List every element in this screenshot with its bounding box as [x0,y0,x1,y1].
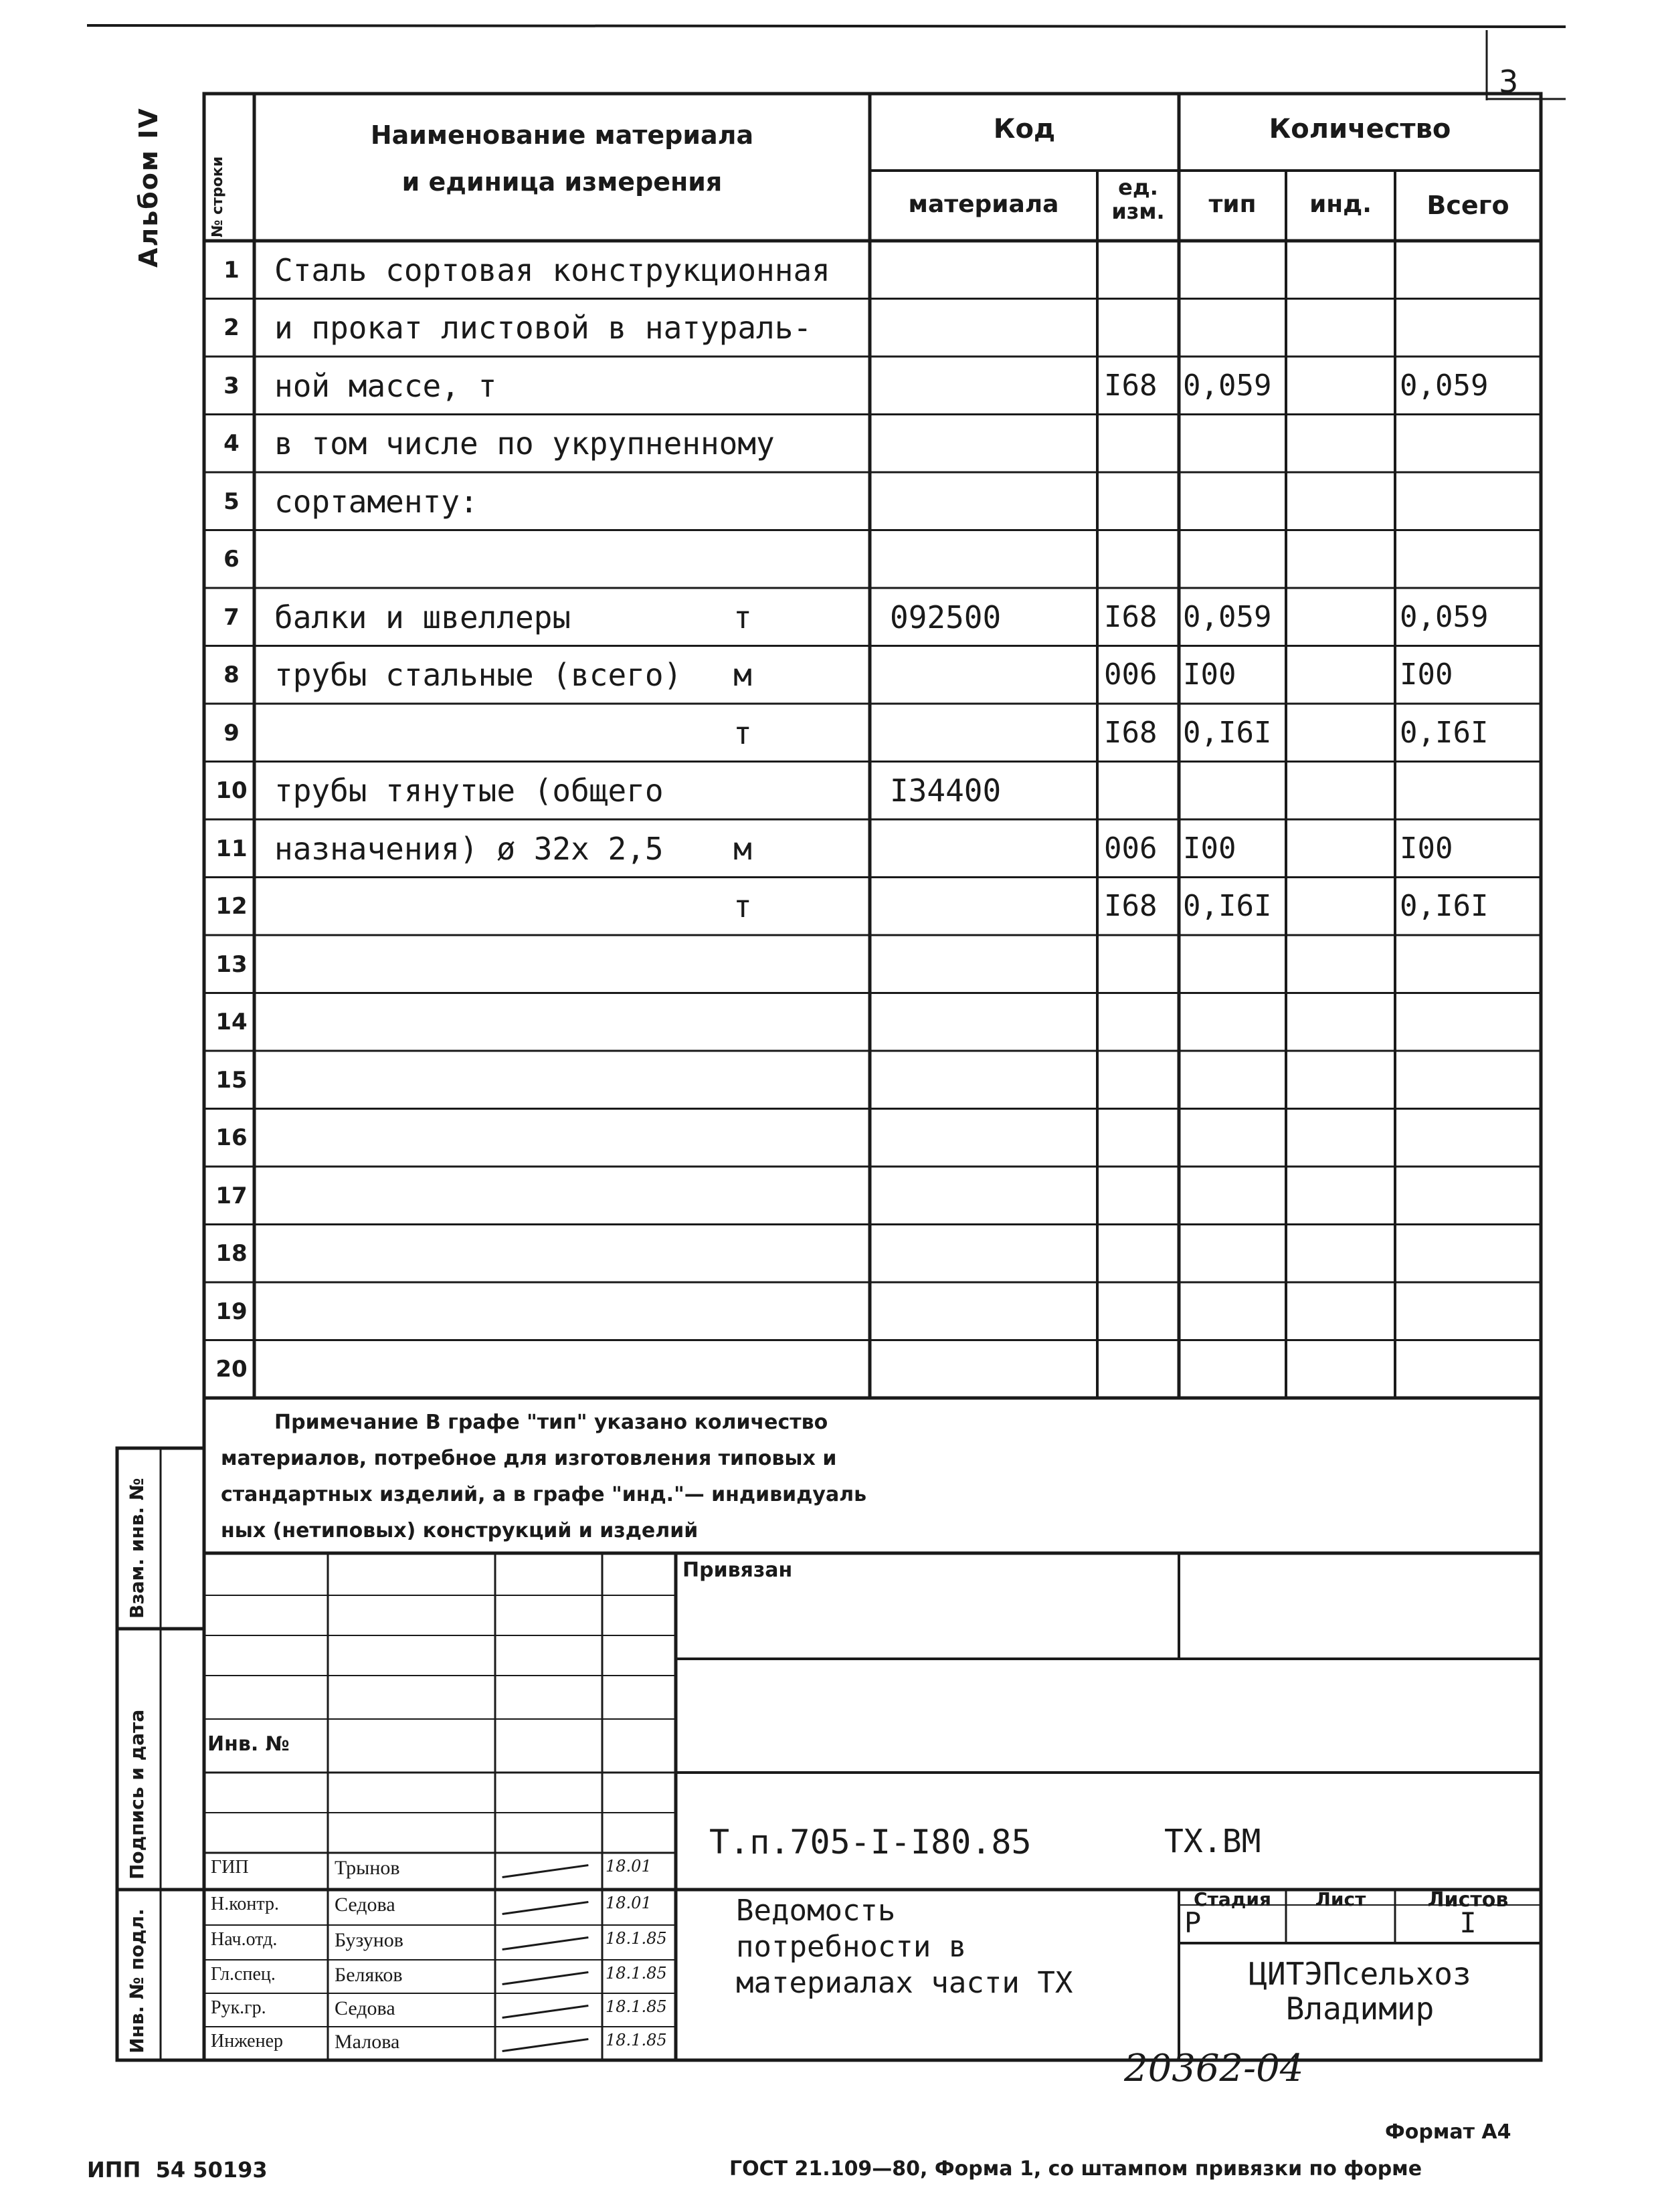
quantity-total: 0,059 [1400,368,1489,403]
side-label-inv-podl: Инв. № подл. [126,1908,148,2053]
unit-mark: м [733,657,752,694]
unit-code: 006 [1104,831,1158,866]
unit-code: 006 [1104,658,1158,692]
row-number: 7 [223,603,240,631]
stamp-stage-label: Стадия [1194,1888,1271,1910]
stamp-inv-no: Инв. № [207,1732,290,1756]
header-ind: инд. [1309,191,1372,218]
quantity-total: 0,059 [1400,599,1489,634]
quantity-typ: 0,059 [1183,599,1272,634]
header-quantity: Количество [1269,114,1451,144]
header-total: Всего [1426,191,1509,220]
person-role: Н.контр. [211,1894,279,1914]
material-name: в том числе по укрупненному [274,425,775,462]
material-name: балки и швеллеры [274,599,571,635]
note-line: Примечание В графе "тип" указано количество [274,1411,828,1434]
footer-left: ИПП 54 50193 [87,2157,268,2183]
row-number: 9 [223,719,240,746]
unit-code: I68 [1104,599,1158,634]
person-role: Инженер [211,2031,284,2051]
handwritten-number: 20362-04 [1124,2047,1304,2090]
note-line: стандартных изделий, а в графе "инд."— индивидуаль [221,1483,867,1506]
person-name: Седова [335,1894,395,1916]
quantity-total: I00 [1400,831,1453,866]
side-label-vzam: Взам. инв. № [126,1478,148,1619]
doc-title-line: материалах части ТХ [736,1966,1073,2000]
person-name: Бузунов [335,1929,403,1951]
row-number: 14 [215,1009,248,1036]
quantity-typ: 0,I6I [1183,889,1272,924]
page-number: 3 [1499,64,1519,100]
row-number: 13 [215,950,248,978]
unit-code: I68 [1104,715,1158,750]
quantity-typ: I00 [1183,658,1236,692]
row-number: 1 [223,256,240,284]
row-number: 20 [215,1356,248,1383]
person-role: Рук.гр. [211,1997,266,2018]
row-number: 10 [215,777,248,805]
stamp-privyazan: Привязан [682,1559,793,1582]
row-number: 5 [223,488,240,515]
row-number: 4 [223,430,240,458]
header-unit-line1: ед. [1118,175,1158,200]
unit-mark: т [733,714,752,751]
row-number: 12 [215,893,248,920]
stamp-sheets-label: Листов [1427,1888,1509,1912]
doc-title-line: потребности в [736,1930,967,1964]
header-unit [1097,175,1179,223]
header-code: Код [993,114,1056,144]
side-label-podpis: Подпись и дата [126,1709,148,1880]
note-line: материалов, потребное для изготовления типовых и [221,1447,837,1470]
stamp-sheets: I [1459,1906,1477,1939]
person-role: Нач.отд. [211,1929,278,1950]
doc-title [736,1893,1073,2001]
header-row-no: № строки [209,156,226,237]
person-date: 18.1.85 [606,2031,667,2049]
row-number: 2 [223,314,240,342]
unit-code: I68 [1104,368,1158,403]
material-name: Сталь сортовая конструкционная [274,252,830,288]
material-name: трубы стальные (всего) [274,657,682,694]
row-number: 18 [215,1240,248,1268]
note-block [221,1405,957,1549]
person-name: Трынов [335,1857,400,1879]
stamp-org-line: Владимир [1285,1991,1435,2027]
header-unit-line2: изм. [1111,199,1165,224]
album-label [134,107,163,268]
stamp-stage: Р [1184,1906,1202,1939]
header-material: материала [908,191,1059,218]
material-code: 092500 [890,599,1002,635]
stamp-sheet-label: Лист [1315,1888,1366,1910]
row-number: 19 [215,1298,248,1325]
quantity-total: 0,I6I [1400,889,1489,924]
person-name: Седова [335,1997,395,2019]
quantity-typ: I00 [1183,831,1236,866]
unit-code: I68 [1104,889,1158,924]
person-date: 18.1.85 [606,1997,667,2016]
unit-mark: т [733,599,752,635]
row-number: 11 [215,835,248,862]
person-name: Беляков [335,1964,403,1986]
material-code: I34400 [890,773,1002,809]
row-number: 15 [215,1066,248,1094]
stamp-org-line: ЦИТЭПсельхоз [1249,1956,1471,1992]
quantity-typ: 0,I6I [1183,715,1272,750]
unit-mark: т [733,888,752,925]
header-name-line1: Наименование материала [370,120,754,150]
doc-title-line: Ведомость [736,1894,896,1928]
material-name: и прокат листовой в натураль- [274,310,812,346]
quantity-typ: 0,059 [1183,368,1272,403]
format-label: Формат А4 [1385,2120,1511,2144]
note-line: ных (нетиповых) конструкций и изделий [221,1519,699,1542]
material-name: трубы тянутые (общего [274,773,664,809]
person-date: 18.1.85 [606,1964,667,1983]
row-number: 8 [223,662,240,689]
material-name: назначения) ø 32х 2,5 [274,830,664,867]
unit-mark: м [733,830,752,867]
person-date: 18.01 [606,1894,652,1912]
header-name-line2: и единица измерения [401,167,723,197]
row-number: 16 [215,1124,248,1152]
person-date: 18.1.85 [606,1929,667,1948]
quantity-total: I00 [1400,658,1453,692]
doc-mark: ТХ.ВМ [1164,1823,1261,1860]
material-name: сортаменту: [274,483,478,520]
header-typ: тип [1208,191,1257,218]
person-name: Малова [335,2031,400,2053]
footer-gost: ГОСТ 21.109—80, Форма 1, со штампом привязки по форме [729,2157,1422,2181]
person-role: ГИП [211,1857,249,1878]
row-number: 17 [215,1182,248,1209]
doc-code: Т.п.705-I-I80.85 [709,1823,1032,1862]
material-name: ной массе, т [274,367,497,404]
row-number: 6 [223,546,240,573]
row-number: 3 [223,372,240,399]
person-role: Гл.спец. [211,1964,276,1985]
person-date: 18.01 [606,1857,652,1876]
quantity-total: 0,I6I [1400,715,1489,750]
album-label-text: Альбом IV [134,107,163,268]
stamp-org [1179,1956,1541,2026]
